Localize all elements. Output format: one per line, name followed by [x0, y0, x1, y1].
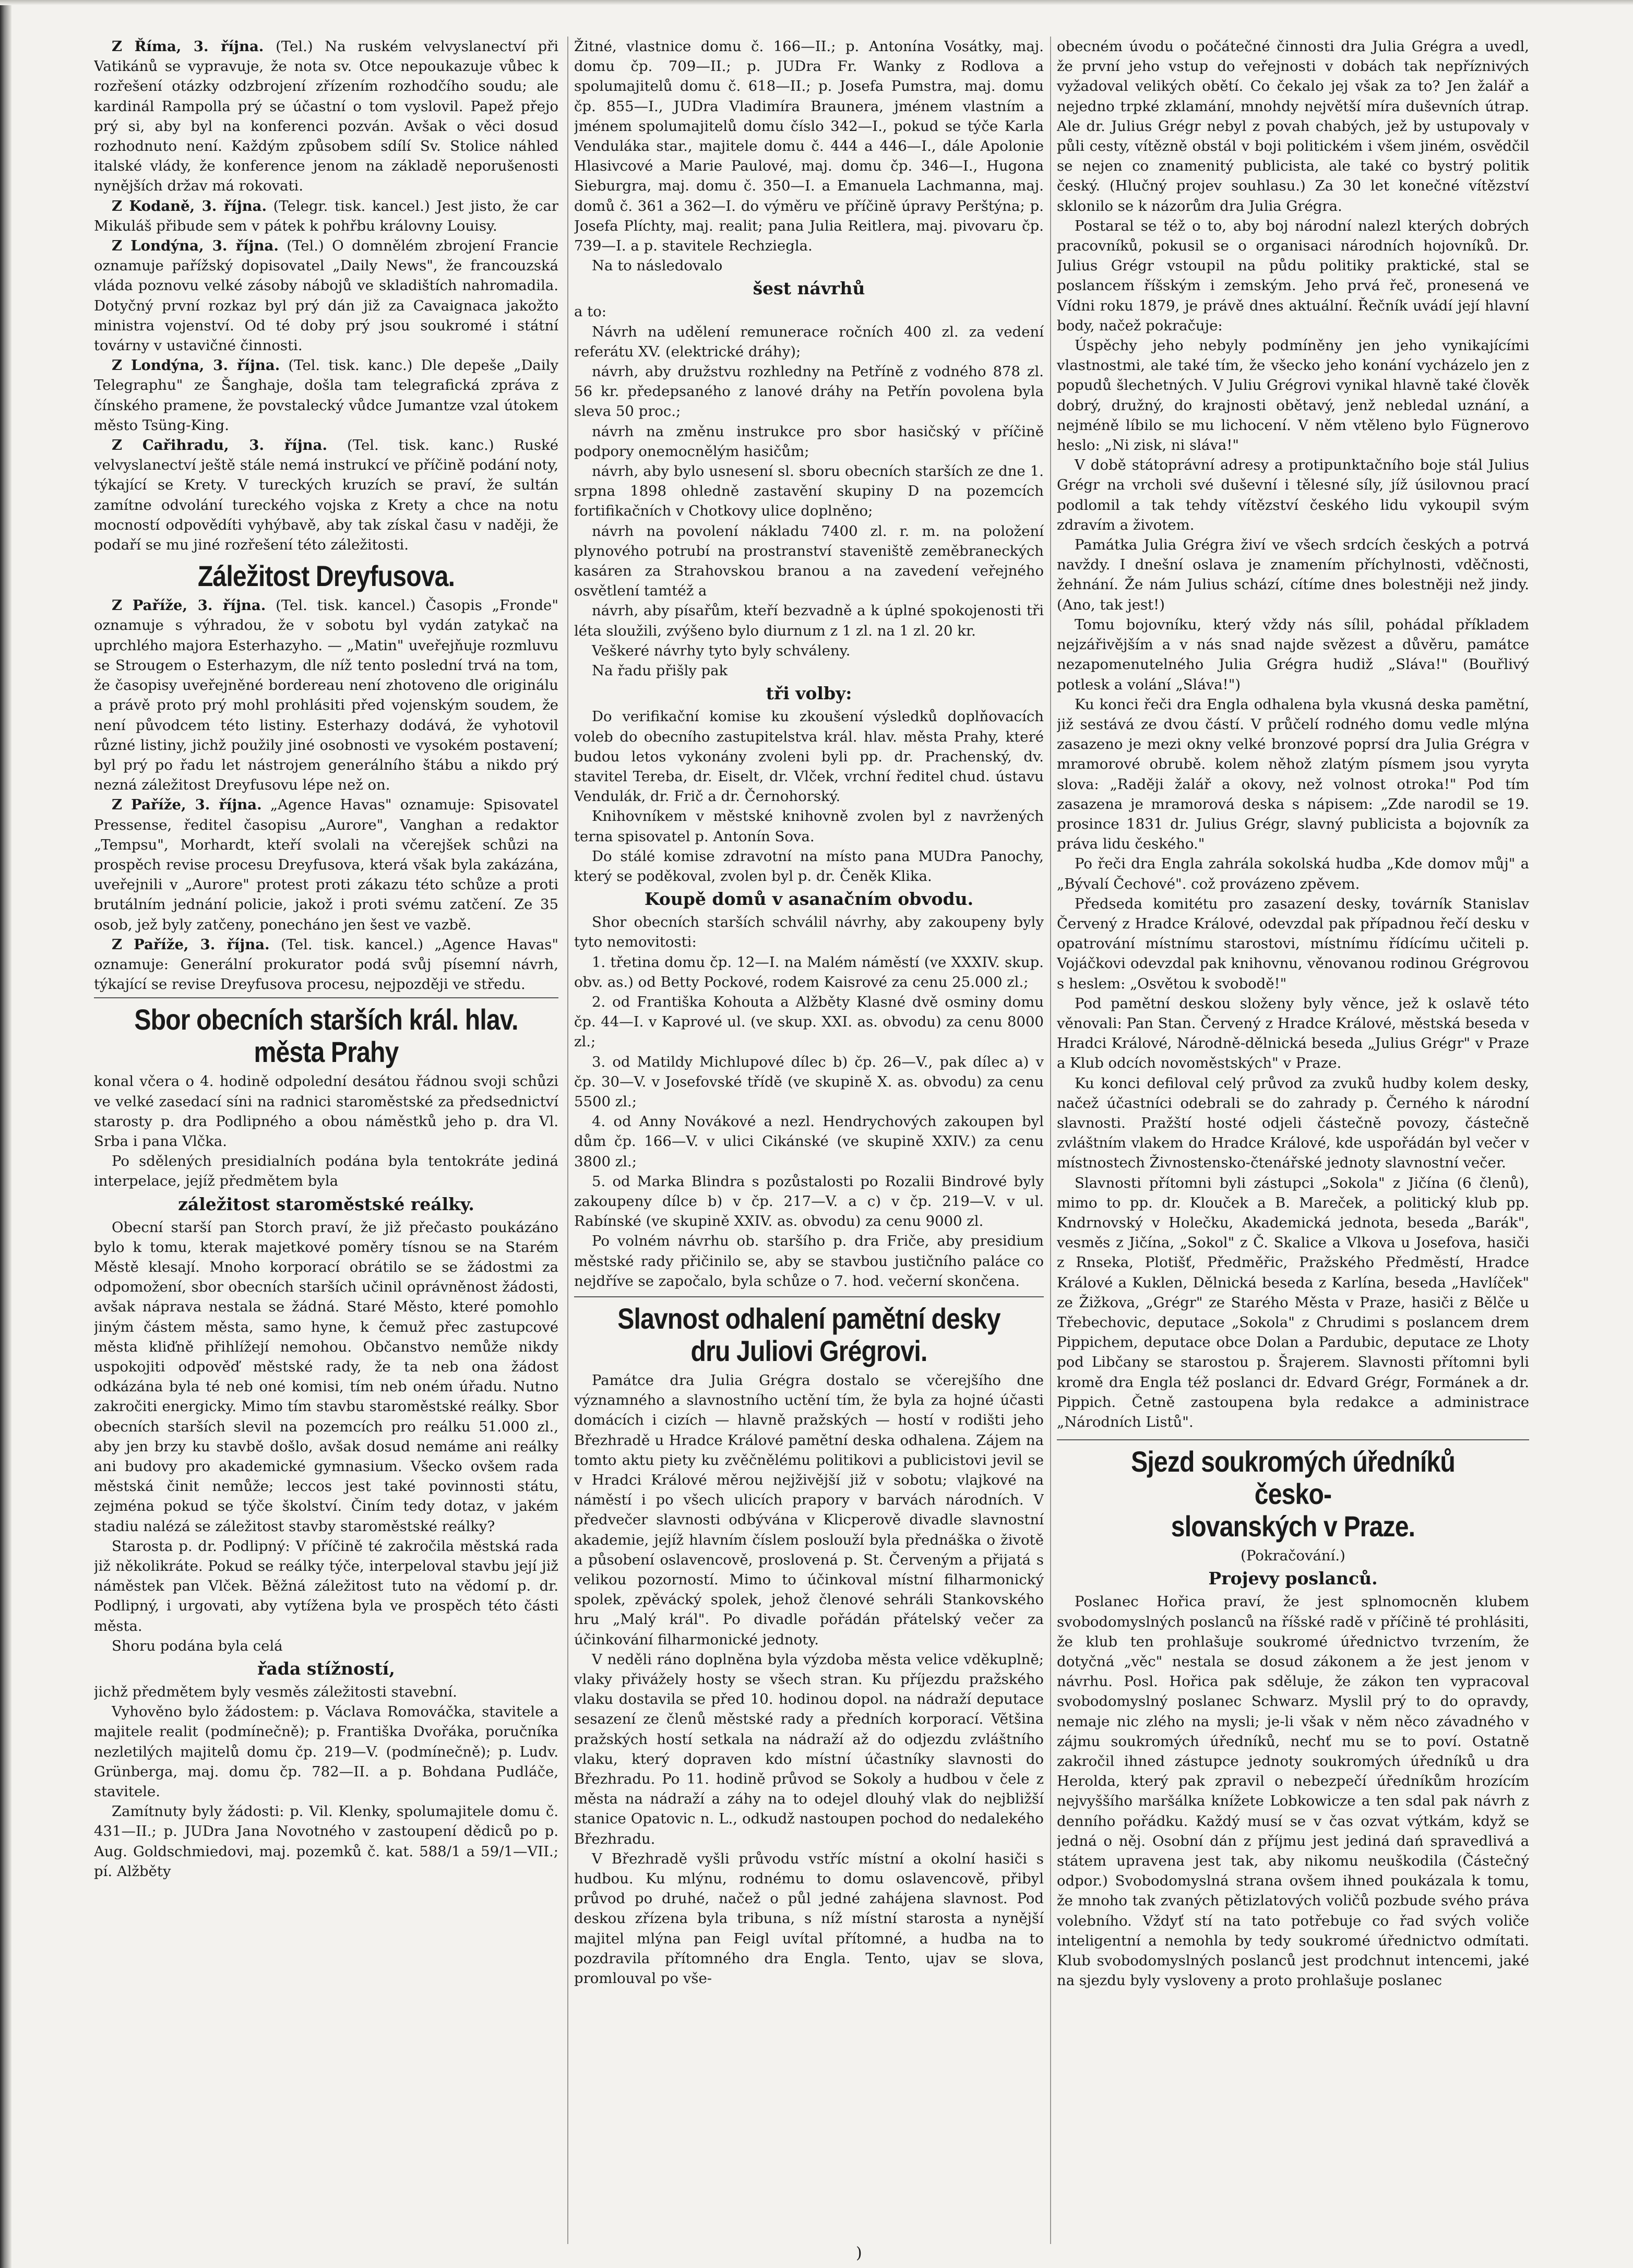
- paragraph: [94, 595, 558, 795]
- paragraph-text: Předseda komitétu pro zasazení desky, továrník Stanislav Červený z Hradce Králové, odevzdal pak případnou řečí desku v opatrování místnímu starostovi, místnímu řídícímu učiteli p. Vojáčkovi odevzdal pak knihovnu, věnovanou rodinou Grégrovou s heslem: „Osvětou k svobodě!": [1057, 895, 1529, 992]
- paragraph: [94, 196, 558, 236]
- paragraph: [1057, 695, 1529, 854]
- paragraph-text: Slavnosti přítomni byli zástupci „Sokola" z Jičína (6 členů), mimo to pp. dr. Klouček a B. Mareček, a politický klub pp. Kndrnovský v Holečku, Akademická jednota, beseda „Barák", vesměs z Jičína, „Sokol" z Č. Skalice a Vlkova u Josefova, hasiči z Rnseka, Plotišť, Předměřic, Pražského Předměstí, Hradce Králové a Kuklen, Dělnická beseda z Karlína, beseda „Havlíček" ze Žižkova, „Grégr" ze Starého Města v Praze, hasiči z Bělče u Třebechovic, deputace „Sokola" z Chrudimi s poslancem drem Pippichem, deputace obce Dolan a Pardubic, deputace ze Lhoty pod Libčany se starostou p. Šrajerem. Slavnosti přítomni byli kromě dra Engla též poslanci dr. Edvard Grégr, Formánek a dr. Pippich. Četně zastoupena byla redakce a administrace „Národních Listů".: [1057, 1174, 1529, 1431]
- paragraph: [94, 435, 558, 555]
- paragraph-text: Ku konci řeči dra Engla odhalena byla vkusná deska pamětní, již sestává ze dvou částí. V průčelí rodného domu vedle mlýna zasazeno je mezi okny velké bronzové poprsí dra Julia Grégra v mramorové obrubě. kolem něhož zlatým písmem jsou vyryta slova: „Raději žalář a okovy, než volnost otroka!" Pod tím zasazena je mramorová deska s nápisem: „Zde narodil se 19. prosince 1831 dr. Julius Grégr, slavný publicista a bojovník za práva lidu českého.": [1057, 696, 1529, 853]
- paragraph-text: návrh, aby družstvu rozhledny na Petříně z vodného 878 zl. 56 kr. předepsaného z lanové dráhy na Petřín povolena byla sleva 50 proc.;: [574, 363, 1044, 420]
- column-1: [94, 37, 558, 2244]
- paragraph: [94, 1151, 558, 1191]
- paragraph: [1057, 1592, 1529, 1990]
- paragraph-text: Po volném návrhu ob. staršího p. dra Friče, aby presidium městské rady přičinilo se, aby se stavbou justičního paláce co nejdříve se započalo, byla schůze o 7. hod. večerní skončena.: [574, 1233, 1044, 1290]
- paragraph-text: obecném úvodu o počátečné činnosti dra Julia Grégra a uvedl, že první jeho vstup do veřejnosti v dobách tak nepříznivých vyžadoval velikých obětí. Co čekalo jej však za to? Jen žalář a nejedno trpké zklamání, mnohdy největší míra duševních útrap. Ale dr. Julius Grégr nebyl z povah chabých, jež by ustupovaly v půli cesty, vítězně obstál v boji politickém i všem jiném, osvědčil se nejen co znamenitý publicista, ale také co bystrý politik český. (Hlučný projev souhlasu.) Za 30 let konečné vítězství sklonilo se k názorům dra Julia Grégra.: [1057, 38, 1529, 214]
- dateline: Z Říma, 3. října.: [112, 38, 264, 55]
- paragraph-text: Zamítnuty byly žádosti: p. Vil. Klenky, spolumajitele domu č. 431—II.; p. JUDra Jana Novotného v zastoupení dědiců po p. Aug. Goldschmiedovi, maj. pozemků č. kat. 588/1 a 59/1—VII.; pí. Alžběty: [94, 1803, 558, 1880]
- paragraph: [574, 707, 1044, 806]
- column-2: [574, 37, 1044, 2244]
- dateline: Z Londýna, 3. října.: [112, 357, 280, 374]
- paragraph-text: Pod pamětní deskou složeny byly věnce, jež k oslavě této věnovali: Pan Stan. Červený z Hradce Králové, městská beseda v Hradci Králové, Národně-dělnická beseda „Julius Grégr" v Praze a Klub odcích novoměstských" v Praze.: [1057, 995, 1529, 1072]
- paragraph: [94, 1217, 558, 1536]
- paragraph-text: 2. od Františka Kohouta a Alžběty Klasné dvě osminy domu čp. 44—I. v Kaprové ul. (ve skup. XXI. as. obvodu) za cenu 8000 zl.;: [574, 993, 1044, 1051]
- sbor-heading-line2: města Prahy: [254, 1035, 399, 1069]
- navrhu-heading: šest návrhů: [753, 278, 865, 299]
- paragraph: [574, 1172, 1044, 1232]
- dateline: Z Cařihradu, 3. října.: [112, 437, 328, 454]
- paragraph-text: Starosta p. dr. Podlipný: V příčině té zakročila městská rada již několikráte. Pokud se reálky týče, interpeloval stavbu její již náměstek pan Vlček. Běžná záležitost tuto na vědomí p. dr. Podlipný, i urgovati, aby vytížena byla ve prospěch této části města.: [94, 1537, 558, 1634]
- paragraph: [94, 37, 558, 196]
- koupe-section: [574, 912, 1044, 1291]
- continued-note: (Pokračování.): [1241, 1547, 1345, 1565]
- paragraph-text: Na řadu přišly pak: [592, 662, 728, 679]
- paragraph-text: „Agence Havas" oznamuje: Spisovatel Pressense, ředitel časopisu „Aurore", Vanghan a redaktor „Tempsu", Morhardt, kteří svolali na včerejšek schůzi na prospěch revise procesu Dreyfusova, která však byla zakázána, uveřejnili v „Aurore" protest proti zákazu této schůze a proti brutálním jednání policie, jakož i proti svému zatčení. Ze 35 osob, jež byly zatčeny, ponecháno jen šest ve vazbě.: [94, 796, 558, 933]
- paragraph: [574, 461, 1044, 521]
- navrhu-section: [574, 302, 1044, 681]
- paragraph: [574, 1650, 1044, 1849]
- paragraph-text: (Tel. tisk. kancel.) „Agence Havas" oznamuje: Generální prokurator podá svůj písemní návrh, týkající se revise Dreyfusova procesu, nejpozději ve středu.: [94, 936, 558, 993]
- paragraph-text: Památce dra Julia Grégra dostalo se včerejšího dne významného a slavnostního uctění tím, že byla za hojné účasti domácích i cizích — hlavně pražských — hostí v rodišti jeho Březhradě u Hradce Králové pamětní deska odhalena. Zájem na tomto aktu piety ku zvěčnělému politikovi a publicistovi jevil se v Hradci Králové měrou nejživější již v sobotu; vlajkové na náměstí i po všech ulicích prapory v barvách národních. V předvečer slavnosti odbývána v Klicperově divadle slavnostní akademie, jejíž hlavním číslem poslouží byla přednáška o životě a působení oslavencově, proslovená p. St. Červeným a přijatá s velikou pozorností. Mimo to účinkoval místní filharmonický spolek, zpěvácký spolek, jehož členové sehráli Stankovského hru „Malý král". Po divadle pořádán přátelský večer za účinkování filharmonické jednoty.: [574, 1371, 1044, 1648]
- paragraph: [574, 37, 1044, 256]
- paragraph: [574, 1231, 1044, 1291]
- dateline: Z Paříže, 3. října.: [112, 796, 262, 814]
- volby-section: [574, 707, 1044, 886]
- paragraph: [1057, 994, 1529, 1073]
- paragraph: [1057, 336, 1529, 455]
- paragraph-text: návrh na povolení nákladu 7400 zl. r. m. na položení plynového potrubí na prostranství staveniště zeměbraneckých kasáren za Strahovskou branou a na zavedení veřejného osvětlení tamtéž a: [574, 522, 1044, 600]
- paragraph-text: (Tel. tisk. kanc.) Ruské velvyslanectví ještě stále nemá instrukcí ve příčině podání noty, týkající se Krety. V tureckých kruzích se praví, že sultán zamítne odvolání tureckého vojska z Krety a chce na notu mocností odpovědíti vyhýbavě, aby tak získal času v naději, že podaří se mu jiné rozřešení této záležitosti.: [94, 437, 558, 554]
- zamitnuti-continued: [574, 37, 1044, 276]
- scan-edge-top: [0, 0, 1633, 5]
- paragraph: [574, 661, 1044, 681]
- paragraph-text: Na to následovalo: [592, 257, 723, 274]
- stiznosti-section: [94, 1682, 558, 1881]
- paragraph: [1057, 37, 1529, 216]
- slavnost-continued: [1057, 37, 1529, 1432]
- column-rule-2: [1050, 37, 1051, 2244]
- dreyfus-section: [94, 595, 558, 994]
- paragraph-text: návrh na změnu instrukce pro sbor hasičský v příčině podpory onemocnělým hasičům;: [574, 423, 1044, 460]
- paragraph: [94, 935, 558, 995]
- paragraph-text: Poslanec Hořica praví, že jest splnomocněn klubem svobodomyslných poslanců na říšské radě v příčině té prohlásiti, že klub ten prohlašuje soukromé úřednictvo tvrzením, že dotyčná „věc" nestala se dosud zákonem a že jest jenom v návrhu. Posl. Hořica pak sděluje, že zákon ten vypracoval svobodomyslný poslanec Schwarz. Myslil prý to do opravdy, nemaje nic zlého na mysli; je-li však v něm něco závadného v zájmu soukromých úředníků, nechť mu se to poví. Ostatně zakročil ihned zástupce jednoty soukromých úředníků u dra Herolda, který pak zpravil o nebezpečí úředníkům hrozícím nejvyššího maršálka knížete Lobkowicze a ten sdal pak návrh z denního pořádku. Každý musí se v čas ozvat výtkám, když se jedná o něj. Osobní dán z příjmu jest jediná dań spravedlivá a státem upravena jest tak, aby nikomu neuškodila (Částečný odpor.) Svobodomyslná strana ovšem ihned poukázala k tomu, že mnoho tak zvaných pětizlatových voličů pozbude svého práva volebního. Vždyť stí na tato potřebuje co řad svých voliče inteligentní a nemohla by tedy soukromé úřednictvo odmítati. Klub svobodomyslných poslanců jest prodchnut intencemi, jaké na sjezdu byly vysloveny a proto prohlašuje poslanec: [1057, 1593, 1529, 1989]
- news-briefs: [94, 37, 558, 555]
- paragraph: [1057, 1073, 1529, 1173]
- dreyfus-heading: Záležitost Dreyfusova.: [197, 559, 455, 593]
- paragraph-text: konal včera o 4. hodině odpolední desátou řádnou svoji schůzi ve velké zasedací síni na radnici staroměstské za předsednictví starosty p. dra Podlipného a obou náměstků jeho p. dra Vl. Srba i pana Vlčka.: [94, 1073, 558, 1150]
- paragraph: [574, 1370, 1044, 1650]
- realky-section: [94, 1217, 558, 1656]
- paragraph: [1057, 894, 1529, 994]
- paragraph-text: Postaral se též o to, aby boj národní nalezl kterých dobrých pracovníků, pokusil se o organisaci národních hojovníků. Dr. Julius Grégr vstoupil na půdu politiky praktické, stal se poslancem říšským i zemským. Jeho prvá řeč, pronesená ve Vídni roku 1879, je právě dnes aktuální. Řečník uvádí její hlavní body, načež pokračuje:: [1057, 217, 1529, 334]
- dateline: Z Paříže, 3. října.: [112, 936, 270, 953]
- paragraph-text: Do verifikační komise ku zkoušení výsledků doplňovacích voleb do obecního zastupitelstva král. hlav. města Prahy, které budou letos vykonány zvoleni byli pp. dr. Prachenský, dv. stavitel Tereba, dr. Eiselt, dr. Vlček, vrchní ředitel chud. ústavu Vendulák, dr. Frič a dr. Černohorský.: [574, 708, 1044, 805]
- paragraph: [1057, 854, 1529, 893]
- paragraph: [1057, 455, 1529, 535]
- scan-edge-left: [0, 0, 11, 2268]
- dateline: Z Kodaně, 3. října.: [112, 197, 267, 214]
- paragraph-text: (Tel.) O domnělém zbrojení Francie oznamuje pařížský dopisovatel „Daily News", že francouzská vláda poznovu velké zásoby nábojů ve skladištích nahromadila. Dotyčný první rozkaz byl prý dán již za Cavaignaca jakožto ministra vojenství. Od té doby prý jsou soukromé i státní továrny v ustavičné činnosti.: [94, 237, 558, 354]
- paragraph-text: Úspěchy jeho nebyly podmíněny jen jeho vynikajícími vlastnostmi, ale také tím, že všecko jeho konání vycházelo jen z popudů šlechetných. V Juliu Grégrovi vynikal hlavně také člověk dobrý, družný, do krajnosti obětavý, jenž nebledal uznání, a nejméně líbilo se mu lichocení. V něm vtěleno bylo Fügnerovo heslo: „Ni zisk, ni sláva!": [1057, 337, 1529, 454]
- paragraph: [1057, 1173, 1529, 1433]
- paragraph: [574, 846, 1044, 886]
- paragraph: [94, 1071, 558, 1151]
- paragraph: [574, 322, 1044, 362]
- paragraph-text: (Tel. tisk. kancel.) Časopis „Fronde" oznamuje s výhradou, že v sobotu byl vydán zatykač na uprchlého majora Esterhazyho. — „Matin" uveřejňuje rozmluvu se Strougem o Esterhazym, dle níž tento poslední trvá na tom, že časopisy uveřejněné bordereau není zhotoveno dle originálu a právě proto prý mohl prohlásiti před vojenským soudem, že není původcem této listiny. Esterhazy dodává, že vyhotovil různé listiny, jichž použily jiné osobnosti ve vysokém postavení; byl prý po řadu let nástrojem generálního štábu a nikdo prý nezná záležitost Dreyfusovu lépe než on.: [94, 597, 558, 794]
- paragraph-text: 3. od Matildy Michlupové dílec b) čp. 26—V., pak dílec a) v čp. 30—V. v Josefovské třídě (ve skupině X. as. obvodu) za cenu 5500 zl.;: [574, 1053, 1044, 1110]
- slavnost-heading-line1: Slavnost odhalení pamětní desky: [617, 1302, 1000, 1335]
- projevy-heading: Projevy poslanců.: [1208, 1568, 1378, 1589]
- paragraph-text: jichž předmětem byly vesměs záležitosti stavební.: [94, 1684, 457, 1701]
- paragraph-text: Památka Julia Grégra živí ve všech srdcích českých a potrvá navždy. I dnešní oslava je znamením příchylnosti, vděčnosti, žehnání. Že nám Julius schází, cítíme dnes bolestněji než jindy. (Ano, tak jest!): [1057, 536, 1529, 613]
- paragraph: [94, 1801, 558, 1881]
- sjezd-heading-line2: slovanských v Praze.: [1171, 1510, 1415, 1543]
- paragraph-text: (Tel.) Na ruském velvyslanectví při Vatikánů se vypravuje, že nota sv. Otce nepoukazuje vůbec k rozřešení otázky odzbrojení zřízením rozhodčího soudu; ale kardinál Rampolla prý se účastní o tom vyslovil. Papež přejo prý si, aby byl na konferenci pozván. Avšak o věci dosud rozhodnuto není. Každým způsobem sdílí Sv. Stolice náhled italské vlády, že konference jenom na základě neporušenosti nynějších držav má rokovati.: [94, 38, 558, 195]
- paragraph-text: 4. od Anny Novákové a nezl. Hendrychových zakoupen byl dům čp. 166—V. v ulici Cikánské (ve skupině XXIV.) za cenu 3800 zl.;: [574, 1113, 1044, 1170]
- paragraph: [574, 992, 1044, 1052]
- paragraph: [94, 236, 558, 355]
- slavnost-heading-line2: dru Juliovi Grégrovi.: [690, 1334, 927, 1367]
- slavnost-section: [574, 1370, 1044, 1988]
- paragraph-text: Vyhověno bylo žádostem: p. Václava Romováčka, stavitele a majitele realit (podmínečně); p. Františka Dvořáka, poručníka nezletilých majitelů domu čp. 219—V. (podmínečně); p. Ludv. Grünberga, maj. domu čp. 782—II. a p. Bohdana Pudláče, stavitele.: [94, 1703, 558, 1800]
- paragraph-text: Ku konci defiloval celý průvod za zvuků hudby kolem desky, načež účastníci odebrali se do zahrady p. Černého k národní slavnosti. Pražští hosté odjeli částečně povozy, částečně zvláštním vlakem do Hradce Králové, kde uspořádán byl večer v místnostech Živnostensko-čtenářské jednoty slavnostní večer.: [1057, 1075, 1529, 1172]
- paragraph: [574, 952, 1044, 992]
- paragraph-text: Obecní starší pan Storch praví, že již přečasto poukázáno bylo k tomu, kterak majetkové poměry tísnou se na Starém Městě klesají. Mnoho korporací obrátilo se se žádostmi za odpomožení, sbor obecních starších učinil oprávněnost žádosti, avšak náprava nestala se žádná. Staré Město, které pomohlo jiným částem města, samo hyne, k čemuž přec zastupcové města kliďně přihlížejí nemohou. Občanstvo nemůže nikdy uspokojiti odpověď městské rady, že ta neb ona žádost odkázána byla té neb oné komisi, tím neb oném úřadu. Nutno zakročiti energicky. Mimo tím stavbu staroměstské reálky. Sbor obecních starších slevil na pozemcích pro reálku 51.000 zl., aby jen brzy ku stavbě došlo, avšak dosud nemáme ani reálky ani budovy pro akademické gymnasium. Všecko ovšem rada městská činit nemůže; leccos jest také povinnosti státu, zejména pokud se týče školství. Činím tedy dotaz, v jakém stadiu nalézá se záležitost stavby staroměstské reálky?: [94, 1219, 558, 1535]
- sjezd-heading-line1: Sjezd soukromých úředníků česko-: [1131, 1445, 1455, 1511]
- paragraph: [94, 1702, 558, 1801]
- paragraph-text: Shor obecních starších schválil návrhy, aby zakoupeny byly tyto nemovitosti:: [574, 914, 1044, 951]
- paragraph: [94, 795, 558, 934]
- paragraph-text: (Telegr. tisk. kancel.) Jest jisto, že car Mikuláš přibude sem v pátek k pohřbu královny Louisy.: [94, 197, 558, 234]
- paragraph: [574, 601, 1044, 640]
- dateline: Z Londýna, 3. října.: [112, 237, 279, 255]
- paragraph: [574, 1849, 1044, 1988]
- paragraph-text: a to:: [574, 303, 607, 320]
- paragraph-text: Žitné, vlastnice domu č. 166—II.; p. Antonína Vosátky, maj. domu čp. 709—II.; p. JUDra Fr. Wanky z Rodlova a spolumajitelů domu č. 618—II.; p. Josefa Pumstra, maj. domu čp. 855—I., JUDra Vladimíra Braunera, jménem vlastním a jménem spolumajitelů domu číslo 342—I., pokud se týče Karla Venduláka star., majitele domu č. 444 a 446—I., dále Apolonie Hlasivcové a Marie Paulové, maj. domu čp. 346—I., Hugona Sieburgra, maj. domu č. 350—I. a Emanuela Lachmanna, maj. domů č. 361 a 362—I. do výměru ve příčině úpravy Perštýna; p. Josefa Plíchty, maj. realit; pana Julia Reitlera, maj. pivovaru čp. 739—I. a p. stavitele Rechziegla.: [574, 38, 1044, 255]
- paragraph-text: (Tel. tisk. kanc.) Dle depeše „Daily Telegraphu" ze Šanghaje, došla tam telegrafická zpráva z čínského pramene, že povstalecký vůdce Jumantze vzal útokem město Tsüng-King.: [94, 357, 558, 434]
- sbor-section: [94, 1071, 558, 1191]
- paragraph-text: Návrh na udělení remunerace ročních 400 zl. za vedení referátu XV. (elektrické dráhy);: [574, 323, 1044, 360]
- paragraph: [574, 806, 1044, 846]
- paragraph: [94, 1536, 558, 1636]
- paragraph: [1057, 615, 1529, 695]
- paragraph-text: V Březhradě vyšli průvodu vstříc místní a okolní hasiči s hudbou. Ku mlýnu, rodnému to domu oslavencově, přibyl průvod po druhé, načež o půl jedné zahájena slavnost. Pod deskou zřízena byla tribuna, s níž místní starosta a nynější majitel mlýna pan Feigl uvítal přítomné, a hudba na to pozdravila přítomného dra Engla. Tento, ujav se slova, promlouval po vše-: [574, 1850, 1044, 1987]
- paragraph-text: Veškeré návrhy tyto byly schváleny.: [592, 642, 851, 659]
- paragraph-text: V době státoprávní adresy a protipunktačního boje stál Julius Grégr na vrcholi své duševní i tělesné síly, jíž úsilovnou prací podlomil a tak tehdy vítězství českého lidu vykoupil svým zdravím a životem.: [1057, 457, 1529, 533]
- paragraph: [1057, 535, 1529, 615]
- section-divider: [1057, 1439, 1529, 1440]
- page-mark: ): [856, 2244, 862, 2262]
- paragraph-text: 5. od Marka Blindra s pozůstalosti po Rozalii Bindrové byly zakoupeny dílce b) v čp. 217—V. a c) v čp. 219—V. v ul. Rabínské (ve skupině XXIV. as. obvodu) za cenu 9000 zl.: [574, 1173, 1044, 1230]
- paragraph: [574, 422, 1044, 461]
- paragraph: [94, 1636, 558, 1656]
- sbor-heading-line1: Sbor obecních starších král. hlav.: [134, 1003, 518, 1036]
- section-divider: [574, 1296, 1044, 1297]
- column-rule-1: [567, 37, 568, 2244]
- paragraph-text: Tomu bojovníku, který vždy nás sílil, pohádal příkladem nejzářivějším a v nás snad najde svězest a důvěru, památce nezapomenutelného Julia Grégra hudiž „Sláva!" (Bouřlivý potlesk a volání „Sláva!"): [1057, 616, 1529, 693]
- paragraph-text: Po sdělených presidialních podána byla tentokráte jediná interpelace, jejíž předmětem byla: [94, 1153, 558, 1190]
- stiznosti-heading: řada stížností,: [257, 1658, 395, 1679]
- sjezd-section: [1057, 1592, 1529, 1990]
- paragraph-text: návrh, aby bylo usnesení sl. sboru obecních starších ze dne 1. srpna 1898 ohledně zastavění skupiny D na pozemcích fortifikačních v Chotkovy ulice doplněno;: [574, 463, 1044, 520]
- paragraph: [574, 256, 1044, 276]
- column-3: [1057, 37, 1529, 2244]
- paragraph: [574, 1052, 1044, 1112]
- paragraph-text: Knihovníkem v městské knihovně zvolen byl z navržených terna spisovatel p. Antonín Sova.: [574, 808, 1044, 845]
- paragraph-text: V neděli ráno doplněna byla výzdoba města velice vděkuplně; vlaky přivážely hosty se všech stran. Ku příjezdu pražského vlaku dostavila se před 10. hodinou dopol. na nádraží deputace sesazení ze členů městské rady a předních korporací. Většina pražských hostí setkala na nádraží až do odjezdu zvláštního vlaku, který dopraven kdo místní účastníky slavnosti do Březhradu. Po 11. hodině průvod se Sokoly a hudbou v čele z města na nádraží a záhy na to odejel dlouhý vlak do nejbližší stanice Opatovic n. L., odkudž nastoupen pochod do nedalekého Březhradu.: [574, 1651, 1044, 1847]
- koupe-heading: Koupě domů v asanačním obvodu.: [644, 889, 974, 910]
- paragraph-text: 1. třetina domu čp. 12—I. na Malém náměstí (ve XXXIV. skup. obv. as.) od Betty Pockové, rodem Kaisrové za cenu 25.000 zl.;: [574, 953, 1044, 990]
- realky-heading: záležitost staroměstské reálky.: [178, 1193, 474, 1214]
- paragraph-text: Shoru podána byla celá: [112, 1637, 283, 1654]
- volby-heading: tři volby:: [766, 683, 852, 704]
- paragraph: [574, 362, 1044, 422]
- paragraph: [574, 1112, 1044, 1172]
- paragraph: [94, 1682, 558, 1702]
- paragraph: [94, 355, 558, 435]
- paragraph-text: Po řeči dra Engla zahrála sokolská hudba „Kde domov můj" a „Bývalí Čechové". což provázeno zpěvem.: [1057, 855, 1529, 892]
- dateline: Z Paříže, 3. října.: [112, 597, 266, 614]
- paragraph-text: Do stálé komise zdravotní na místo pana MUDra Panochy, který se poděkoval, zvolen byl p. dr. Čeněk Klika.: [574, 847, 1044, 885]
- paragraph: [574, 521, 1044, 601]
- paragraph: [574, 302, 1044, 321]
- paragraph: [574, 912, 1044, 952]
- section-divider: [94, 997, 558, 998]
- paragraph: [574, 641, 1044, 661]
- paragraph-text: návrh, aby písařům, kteří bezvadně a k úplné spokojenosti tři léta sloužili, zvýšeno bylo diurnum z 1 zl. na 1 zl. 20 kr.: [574, 602, 1044, 639]
- paragraph: [1057, 216, 1529, 336]
